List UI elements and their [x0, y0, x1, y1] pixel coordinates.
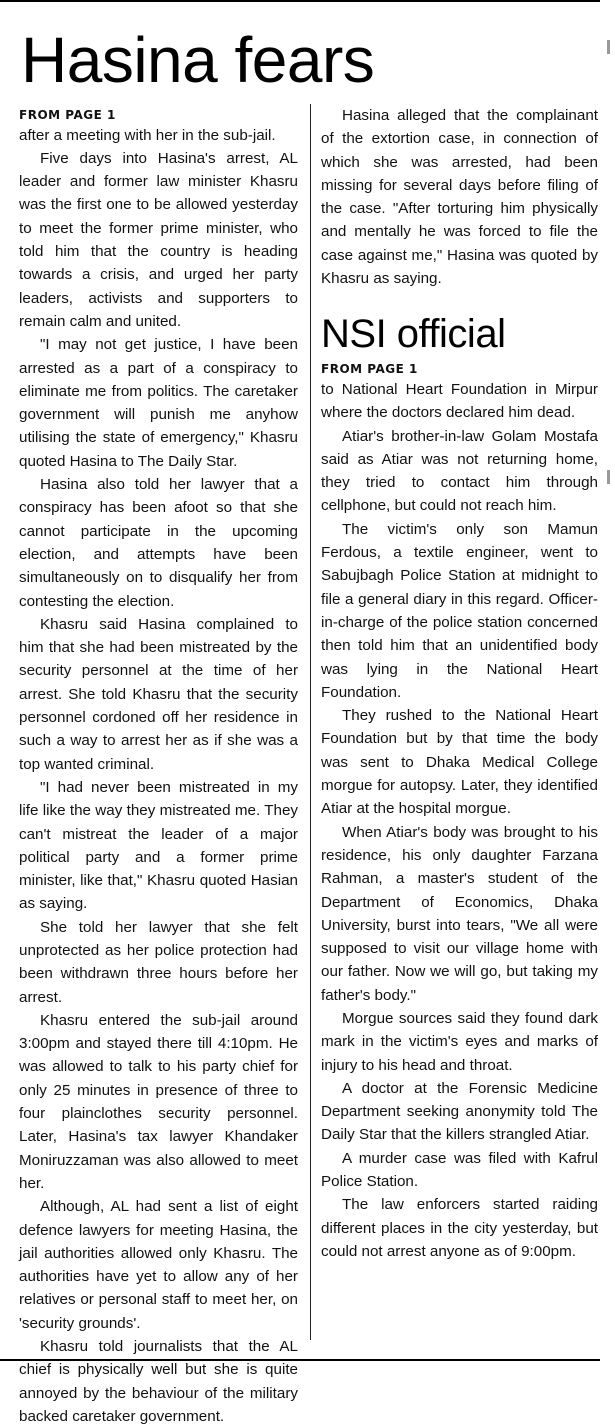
- bottom-rule: [0, 1359, 600, 1361]
- column-divider: [310, 104, 311, 1340]
- paragraph: They rushed to the National Heart Foundation but by that time the body was sent to Dhaka Medical College morgue for autopsy. Later, they identified Atiar at the hospital morgue.: [321, 707, 598, 818]
- paragraph: after a meeting with her in the sub-jail.: [19, 126, 276, 144]
- paragraph: "I had never been mistreated in my life like the way they mistreated me. They can't mistreat the leader of a major political party and a former prime minister, like that," Khasru quoted Hasian as saying.: [19, 778, 298, 913]
- column-right: [321, 104, 598, 1263]
- article-body-nsi: [321, 378, 598, 1263]
- paragraph: Khasru told journalists that the AL chief is physically well but she is quite annoyed by the behaviour of the military backed caretaker government.: [19, 1338, 298, 1425]
- paragraph: The law enforcers started raiding different places in the city yesterday, but could not arrest anyone as of 9:00pm.: [321, 1196, 598, 1260]
- top-rule: [0, 0, 600, 2]
- edge-mark: [607, 40, 610, 54]
- paragraph: Khasru said Hasina complained to him that she had been mistreated by the security personnel at the time of her arrest. She told Khasru that the security personnel cordoned off her residence in such a way to arrest her as if she was a top wanted criminal.: [19, 615, 298, 773]
- paragraph: "I may not get justice, I have been arrested as a part of a conspiracy to eliminate me from politics. The caretaker government will punish me anyhow utilising the state of emergency," Khasru quoted Hasina to The Daily Star.: [19, 336, 298, 470]
- article-body-hasina-part1: [19, 124, 298, 1428]
- headline-nsi-official: NSI official: [321, 312, 506, 357]
- from-page-label: FROM PAGE 1: [321, 362, 418, 377]
- paragraph: A doctor at the Forensic Medicine Department seeking anonymity told The Daily Star that the killers strangled Atiar.: [321, 1079, 598, 1144]
- paragraph: A murder case was filed with Kafrul Police Station.: [321, 1149, 598, 1191]
- paragraph: She told her lawyer that she felt unprotected as her police protection had been withdrawn three hours before her arrest.: [19, 918, 298, 1006]
- paragraph: Khasru entered the sub-jail around 3:00pm and stayed there till 4:10pm. He was allowed to talk to his party chief for only 25 minutes in presence of three to four plainclothes security personnel. Later, Hasina's tax lawyer Khandaker Moniruzzaman was also allowed to meet her.: [19, 1011, 298, 1192]
- article-body-hasina-part2: [321, 104, 598, 290]
- paragraph: Hasina alleged that the complainant of the extortion case, in connection of which she was arrested, had been missing for several days before filing of the case. "After torturing him physically and mentally he was forced to file the case against me," Hasina was quoted by Khasru as saying.: [321, 107, 598, 288]
- paragraph: Hasina also told her lawyer that a conspiracy has been afoot so that she cannot participate in the upcoming election, and attempts have been simultaneously on to disqualify her from contesting the election.: [19, 476, 298, 610]
- paragraph: Although, AL had sent a list of eight defence lawyers for meeting Hasina, the jail authorities allowed only Khasru. The authorities have yet to allow any of her relatives or personal staff to meet her, on 'security grounds'.: [19, 1198, 298, 1332]
- from-page-label: FROM PAGE 1: [19, 108, 116, 122]
- edge-mark: [607, 470, 610, 484]
- paragraph: Morgue sources said they found dark mark in the victim's eyes and marks of injury to his head and throat.: [321, 1009, 598, 1074]
- paragraph: to National Heart Foundation in Mirpur where the doctors declared him dead.: [321, 380, 598, 422]
- paragraph: The victim's only son Mamun Ferdous, a textile engineer, went to Sabujbagh Police Station at midnight to file a general diary in this regard. Officer-in-charge of the police station concerned then told him that an unidentified body was lying in the National Heart Foundation.: [321, 520, 598, 701]
- column-left: [19, 108, 298, 1428]
- paragraph: When Atiar's body was brought to his residence, his only daughter Farzana Rahman, a master's student of the Department of Economics, Dhaka University, burst into tears, "We all were supposed to visit our village home with our father. Now we will go, but taking my father's body.": [321, 823, 598, 1004]
- paragraph: Five days into Hasina's arrest, AL leader and former law minister Khasru was the first one to be allowed yesterday to meet the former prime minister, who told him that the country is heading towards a crisis, and urged her party leaders, activists and supporters to remain calm and united.: [19, 149, 298, 330]
- headline-hasina-fears: Hasina fears: [21, 24, 375, 96]
- paragraph: Atiar's brother-in-law Golam Mostafa said as Atiar was not returning home, they tried to contact him through cellphone, but could not reach him.: [321, 427, 598, 515]
